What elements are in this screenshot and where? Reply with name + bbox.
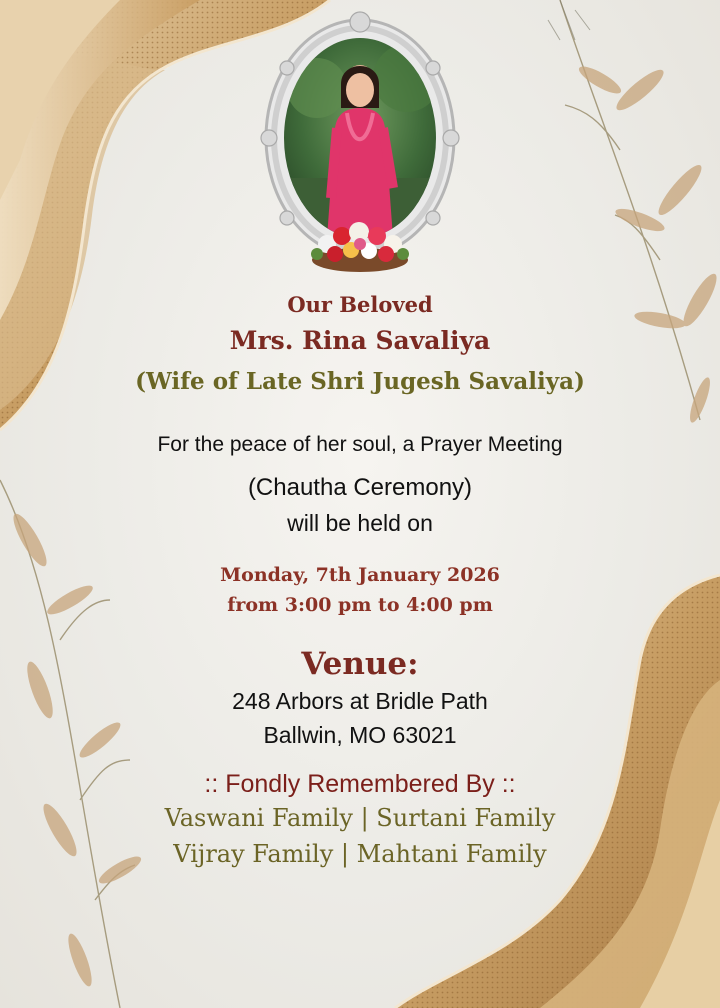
venue-heading: Venue:	[301, 646, 419, 682]
held-on-text: will be held on	[287, 510, 433, 536]
families-line2: Vijray Family | Mahtani Family	[173, 840, 547, 868]
ceremony-text: (Chautha Ceremony)	[247, 474, 473, 501]
venue-address-line2: Ballwin, MO 63021	[263, 722, 457, 748]
deceased-name: Mrs. Rina Savaliya	[229, 326, 491, 355]
families-line1: Vaswani Family | Surtani Family	[164, 804, 556, 832]
ornate-photo-frame	[247, 8, 473, 288]
remembered-heading: :: Fondly Remembered By ::	[204, 770, 516, 798]
intro-text: Our Beloved	[287, 292, 433, 317]
relation-text: (Wife of Late Shri Jugesh Savaliya)	[135, 368, 585, 395]
event-time: from 3:00 pm to 4:00 pm	[227, 594, 493, 616]
purpose-text: For the peace of her soul, a Prayer Meeting	[157, 433, 563, 456]
event-date: Monday, 7th January 2026	[220, 564, 500, 586]
venue-address-line1: 248 Arbors at Bridle Path	[232, 688, 488, 714]
